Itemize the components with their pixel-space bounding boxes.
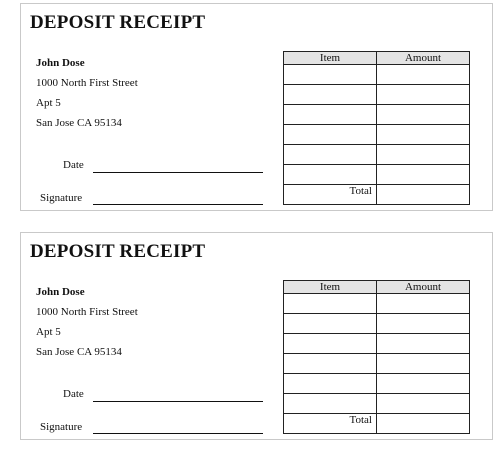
amount-cell[interactable] bbox=[377, 85, 470, 105]
item-column-header: Item bbox=[284, 281, 377, 294]
item-cell[interactable] bbox=[284, 125, 377, 145]
signature-field-line[interactable] bbox=[93, 204, 263, 205]
table-row bbox=[284, 125, 470, 145]
address-line-2: Apt 5 bbox=[36, 97, 61, 109]
amount-cell[interactable] bbox=[377, 314, 470, 334]
table-row bbox=[284, 294, 470, 314]
total-row bbox=[284, 414, 470, 434]
address-line-1: 1000 North First Street bbox=[36, 306, 138, 318]
deposit-receipt-2 bbox=[20, 232, 493, 440]
table-row bbox=[284, 165, 470, 185]
signature-field-line[interactable] bbox=[93, 433, 263, 434]
item-cell[interactable] bbox=[284, 394, 377, 414]
amount-column-header: Amount bbox=[377, 52, 470, 65]
date-field-line[interactable] bbox=[93, 172, 263, 173]
item-cell[interactable] bbox=[284, 314, 377, 334]
signature-label: Signature bbox=[40, 421, 83, 433]
item-cell[interactable] bbox=[284, 354, 377, 374]
total-amount-cell[interactable] bbox=[377, 414, 470, 434]
total-label: Total bbox=[284, 185, 377, 205]
payer-name: John Dose bbox=[36, 57, 85, 69]
amount-cell[interactable] bbox=[377, 394, 470, 414]
amount-cell[interactable] bbox=[377, 125, 470, 145]
amount-cell[interactable] bbox=[377, 334, 470, 354]
address-line-3: San Jose CA 95134 bbox=[36, 117, 122, 129]
item-cell[interactable] bbox=[284, 165, 377, 185]
items-table bbox=[283, 280, 470, 434]
item-cell[interactable] bbox=[284, 334, 377, 354]
item-cell[interactable] bbox=[284, 65, 377, 85]
receipt-title: DEPOSIT RECEIPT bbox=[30, 12, 206, 33]
date-field-line[interactable] bbox=[93, 401, 263, 402]
table-row bbox=[284, 145, 470, 165]
table-header-row bbox=[284, 52, 470, 65]
item-cell[interactable] bbox=[284, 374, 377, 394]
date-label: Date bbox=[63, 388, 84, 400]
amount-cell[interactable] bbox=[377, 294, 470, 314]
address-line-1: 1000 North First Street bbox=[36, 77, 138, 89]
table-row bbox=[284, 85, 470, 105]
table-header-row bbox=[284, 281, 470, 294]
item-cell[interactable] bbox=[284, 294, 377, 314]
item-cell[interactable] bbox=[284, 85, 377, 105]
amount-cell[interactable] bbox=[377, 105, 470, 125]
address-line-2: Apt 5 bbox=[36, 326, 61, 338]
table-row bbox=[284, 374, 470, 394]
items-table bbox=[283, 51, 470, 205]
total-amount-cell[interactable] bbox=[377, 185, 470, 205]
amount-cell[interactable] bbox=[377, 354, 470, 374]
table-row bbox=[284, 394, 470, 414]
amount-cell[interactable] bbox=[377, 374, 470, 394]
table-row bbox=[284, 314, 470, 334]
signature-label: Signature bbox=[40, 192, 83, 204]
address-line-3: San Jose CA 95134 bbox=[36, 346, 122, 358]
receipt-title: DEPOSIT RECEIPT bbox=[30, 241, 206, 262]
amount-cell[interactable] bbox=[377, 165, 470, 185]
amount-column-header: Amount bbox=[377, 281, 470, 294]
item-cell[interactable] bbox=[284, 105, 377, 125]
date-label: Date bbox=[63, 159, 84, 171]
item-cell[interactable] bbox=[284, 145, 377, 165]
payer-name: John Dose bbox=[36, 286, 85, 298]
table-row bbox=[284, 334, 470, 354]
total-label: Total bbox=[284, 414, 377, 434]
deposit-receipt-1 bbox=[20, 3, 493, 211]
amount-cell[interactable] bbox=[377, 145, 470, 165]
amount-cell[interactable] bbox=[377, 65, 470, 85]
table-row bbox=[284, 65, 470, 85]
table-row bbox=[284, 105, 470, 125]
item-column-header: Item bbox=[284, 52, 377, 65]
table-row bbox=[284, 354, 470, 374]
total-row bbox=[284, 185, 470, 205]
